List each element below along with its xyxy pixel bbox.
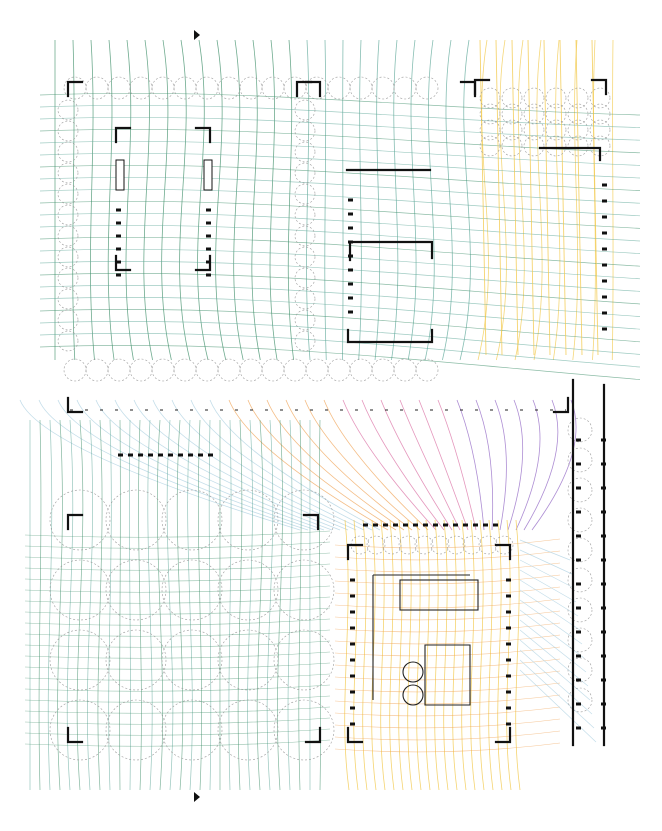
flow-line — [476, 400, 493, 530]
dashed-circle — [568, 598, 592, 622]
wall-corner — [68, 728, 82, 742]
dashed-circle — [295, 289, 315, 309]
wall-corner — [348, 728, 362, 742]
flow-line — [299, 420, 301, 790]
flow-line — [390, 520, 394, 790]
flow-line — [335, 563, 560, 572]
flow-line — [480, 520, 484, 790]
column — [348, 199, 353, 202]
column — [453, 524, 458, 527]
column — [576, 463, 581, 466]
flow-line — [381, 400, 452, 530]
north-arrow-top-icon — [194, 30, 200, 40]
flow-line — [229, 400, 388, 530]
column — [602, 216, 607, 219]
flow-line — [270, 40, 277, 360]
dashed-circle — [295, 247, 315, 267]
flow-line — [335, 659, 560, 668]
dashed-circle — [106, 560, 166, 620]
column — [602, 328, 607, 331]
column — [348, 255, 353, 258]
column — [576, 583, 581, 586]
column — [168, 454, 173, 457]
flow-line — [498, 520, 502, 790]
dashed-circle — [262, 77, 284, 99]
column — [413, 524, 418, 527]
dashed-circle — [394, 359, 416, 381]
dashed-circle — [590, 120, 610, 140]
dashed-circle — [463, 536, 481, 554]
column — [148, 454, 153, 457]
flow-line — [495, 400, 506, 530]
dashed-circle — [416, 359, 438, 381]
flow-line — [480, 40, 486, 355]
flow-line — [496, 40, 502, 355]
flow-line — [399, 520, 403, 790]
column — [348, 311, 353, 314]
dashed-circle — [502, 104, 522, 124]
dashed-circle — [568, 478, 592, 502]
dashed-circle — [152, 359, 174, 381]
dashed-circle — [372, 77, 394, 99]
column — [506, 659, 511, 662]
flow-line — [247, 420, 252, 790]
column — [443, 524, 448, 527]
column — [602, 312, 607, 315]
flow-line — [77, 400, 324, 530]
flow-line — [25, 652, 330, 658]
column — [206, 248, 211, 251]
flow-line — [40, 297, 640, 329]
flow-line — [40, 177, 640, 203]
column — [350, 675, 355, 678]
flow-line — [286, 400, 412, 530]
flow-line — [335, 731, 560, 740]
dashed-circle — [284, 77, 306, 99]
flow-line — [560, 40, 566, 355]
column — [602, 232, 607, 235]
flow-line — [335, 599, 560, 608]
dashed-circle — [568, 88, 588, 108]
flow-line — [335, 683, 560, 692]
flow-line — [408, 40, 416, 360]
column — [576, 439, 581, 442]
flow-line — [25, 696, 330, 702]
column — [116, 274, 121, 277]
column — [506, 579, 511, 582]
dashed-circle — [524, 88, 544, 108]
dashed-circle — [524, 136, 544, 156]
flow-line — [48, 420, 52, 790]
dashed-circle — [196, 77, 218, 99]
flow-line — [25, 553, 330, 559]
flow-line — [335, 647, 560, 656]
dashed-circle — [350, 77, 372, 99]
flow-line — [444, 520, 448, 790]
column — [128, 454, 133, 457]
column — [576, 655, 581, 658]
column — [348, 227, 353, 230]
flow-line — [109, 420, 112, 790]
dashed-circle — [50, 700, 110, 760]
column — [118, 454, 123, 457]
dashed-circle — [399, 536, 417, 554]
flow-line — [335, 707, 560, 716]
column — [206, 261, 211, 264]
dashed-circle — [196, 359, 218, 381]
column — [576, 703, 581, 706]
column — [602, 296, 607, 299]
flow-line — [39, 420, 41, 790]
dashed-circle — [162, 560, 222, 620]
flow-line — [39, 400, 308, 530]
column — [602, 184, 607, 187]
column — [348, 213, 353, 216]
column — [116, 235, 121, 238]
flow-line — [108, 40, 114, 360]
flow-line — [180, 40, 190, 360]
flow-line — [335, 635, 560, 644]
column — [350, 595, 355, 598]
flow-line — [40, 165, 640, 190]
column — [350, 659, 355, 662]
dashed-circle — [295, 205, 315, 225]
flow-line — [120, 420, 121, 790]
flow-line — [307, 40, 311, 360]
dashed-circle — [58, 184, 78, 204]
flow-line — [520, 550, 572, 574]
dashed-circle — [274, 630, 334, 690]
column — [576, 631, 581, 634]
column — [602, 248, 607, 251]
dashed-circle — [86, 77, 108, 99]
round-fixture — [403, 662, 423, 682]
flow-line — [25, 608, 330, 614]
column — [188, 454, 193, 457]
dashed-circle — [174, 359, 196, 381]
flow-line — [288, 40, 293, 360]
dashed-circle — [86, 359, 108, 381]
flow-line — [375, 40, 380, 360]
dashed-circle — [350, 359, 372, 381]
dashed-circle — [295, 121, 315, 141]
flow-line — [419, 400, 468, 530]
dashed-circle — [415, 536, 433, 554]
flow-line — [25, 685, 330, 691]
dashed-circle — [64, 359, 86, 381]
column — [350, 627, 355, 630]
dashed-circle — [240, 359, 262, 381]
column — [363, 524, 368, 527]
column — [348, 269, 353, 272]
wall-corner — [348, 545, 362, 559]
flow-line — [288, 420, 292, 790]
column — [506, 611, 511, 614]
dashed-circle — [106, 700, 166, 760]
flow-line — [471, 520, 475, 790]
dashed-circle — [447, 536, 465, 554]
dashed-circle — [416, 77, 438, 99]
flow-line — [188, 420, 193, 790]
column — [138, 454, 143, 457]
flow-line — [515, 40, 524, 360]
flow-line — [238, 420, 242, 790]
column — [403, 524, 408, 527]
column — [373, 524, 378, 527]
flow-line — [520, 560, 574, 588]
flow-line — [40, 237, 640, 266]
flow-line — [342, 40, 343, 360]
flow-line — [40, 189, 640, 216]
flow-line — [305, 400, 420, 530]
flow-line — [25, 674, 330, 680]
flow-line — [40, 261, 640, 291]
flow-line — [524, 400, 558, 530]
flow-line — [277, 420, 282, 790]
wall-corner — [461, 82, 475, 96]
column — [116, 222, 121, 225]
flow-line — [612, 40, 613, 360]
column — [506, 691, 511, 694]
flow-line — [381, 520, 385, 790]
flow-line — [335, 623, 560, 632]
flow-line — [198, 40, 208, 360]
column — [350, 707, 355, 710]
flow-line — [25, 641, 330, 647]
flow-line — [335, 719, 560, 728]
flow-line — [40, 93, 640, 115]
dashed-circle — [568, 448, 592, 472]
dashed-circle — [394, 77, 416, 99]
dashed-circle — [218, 359, 240, 381]
dashed-circle — [568, 568, 592, 592]
flow-line — [153, 400, 356, 530]
flow-line — [362, 400, 444, 530]
wall-corner — [68, 515, 82, 529]
flow-line — [512, 40, 518, 355]
dashed-circle — [50, 490, 110, 550]
column — [506, 675, 511, 678]
flow-line — [40, 201, 640, 228]
flow-line — [58, 420, 63, 790]
dashed-circle — [262, 359, 284, 381]
flow-line — [148, 420, 152, 790]
column — [602, 264, 607, 267]
column — [576, 487, 581, 490]
column — [473, 524, 478, 527]
dashed-circle — [58, 268, 78, 288]
column — [576, 511, 581, 514]
flow-line — [544, 40, 550, 355]
wall-corner — [297, 82, 311, 96]
flow-line — [335, 695, 560, 704]
dashed-circle — [106, 630, 166, 690]
dashed-circle — [58, 100, 78, 120]
flow-line — [460, 40, 470, 360]
dashed-circle — [58, 142, 78, 162]
dashed-circles — [50, 77, 610, 760]
column — [348, 241, 353, 244]
column — [116, 248, 121, 251]
flow-line — [25, 575, 330, 581]
dashed-circle — [108, 359, 130, 381]
column — [383, 524, 388, 527]
north-arrow-bottom-icon — [194, 792, 200, 802]
column — [576, 607, 581, 610]
column — [423, 524, 428, 527]
dashed-circle — [306, 359, 328, 381]
column — [506, 595, 511, 598]
dashed-circle — [58, 121, 78, 141]
dashed-circle — [284, 359, 306, 381]
column — [576, 679, 581, 682]
dashed-circle — [328, 77, 350, 99]
dashed-circle — [367, 536, 385, 554]
flow-line — [129, 420, 130, 790]
column — [506, 643, 511, 646]
flow-line — [435, 520, 439, 790]
flow-line — [408, 520, 412, 790]
flow-line — [177, 420, 183, 790]
pier — [204, 160, 212, 190]
dashed-circle — [295, 163, 315, 183]
flow-line — [216, 40, 226, 360]
dashed-circle — [568, 104, 588, 124]
column — [602, 200, 607, 203]
column — [206, 222, 211, 225]
flow-lines — [20, 40, 640, 790]
round-fixture — [403, 685, 423, 705]
flow-line — [144, 40, 153, 360]
column — [208, 454, 213, 457]
dashed-circle — [306, 77, 328, 99]
flow-line — [40, 213, 640, 241]
column — [433, 524, 438, 527]
column — [506, 723, 511, 726]
dashed-circle — [295, 268, 315, 288]
pier — [116, 160, 124, 190]
flow-line — [25, 663, 330, 669]
flow-line — [157, 420, 162, 790]
flow-line — [516, 520, 520, 790]
column — [206, 209, 211, 212]
dashed-circle — [58, 310, 78, 330]
flow-line — [98, 420, 102, 790]
flow-line — [25, 619, 330, 625]
column — [350, 611, 355, 614]
column — [576, 559, 581, 562]
column — [506, 627, 511, 630]
flow-line — [335, 551, 560, 560]
flow-line — [25, 718, 330, 724]
dashed-circle — [295, 331, 315, 351]
dashed-circle — [480, 120, 500, 140]
flow-line — [310, 420, 311, 790]
column — [206, 235, 211, 238]
dashed-circle — [328, 359, 350, 381]
column — [348, 297, 353, 300]
flow-line — [267, 420, 273, 790]
dashed-circle — [568, 418, 592, 442]
flow-line — [354, 520, 358, 790]
dashed-circle — [162, 490, 222, 550]
flow-line — [40, 273, 640, 304]
dashed-circle — [58, 226, 78, 246]
dashed-circle — [372, 359, 394, 381]
flow-line — [25, 707, 330, 713]
flow-line — [335, 743, 560, 752]
flow-line — [25, 564, 330, 570]
column — [506, 707, 511, 710]
flow-line — [25, 630, 330, 636]
flow-line — [442, 40, 452, 360]
flow-line — [325, 40, 326, 360]
flow-line — [162, 40, 172, 360]
flow-line — [426, 520, 430, 790]
column — [348, 283, 353, 286]
column — [350, 691, 355, 694]
north-arrows — [194, 30, 200, 802]
flow-line — [400, 400, 460, 530]
dashed-circle — [524, 104, 544, 124]
column — [463, 524, 468, 527]
flow-line — [417, 520, 421, 790]
column — [116, 209, 121, 212]
column — [116, 261, 121, 264]
flow-line — [508, 400, 523, 530]
flow-line — [40, 285, 640, 316]
column — [576, 535, 581, 538]
column — [178, 454, 183, 457]
dashed-circle — [58, 289, 78, 309]
column — [350, 579, 355, 582]
dashed-circle — [58, 205, 78, 225]
flow-line — [90, 40, 94, 360]
column — [158, 454, 163, 457]
column — [206, 274, 211, 277]
flow-line — [25, 729, 330, 735]
column — [198, 454, 203, 457]
dashed-circle — [152, 77, 174, 99]
column — [602, 280, 607, 283]
flow-line — [359, 40, 362, 360]
dashed-circle — [274, 700, 334, 760]
column — [393, 524, 398, 527]
flow-line — [40, 249, 640, 279]
column — [493, 524, 498, 527]
column — [483, 524, 488, 527]
wall-corner — [116, 128, 130, 142]
dashed-circle — [130, 359, 152, 381]
wall-segment — [350, 242, 432, 260]
flow-line — [520, 540, 570, 560]
column — [350, 643, 355, 646]
column — [350, 723, 355, 726]
column — [576, 727, 581, 730]
flow-line — [335, 611, 560, 620]
dashed-circle — [568, 658, 592, 682]
dashed-circle — [568, 538, 592, 562]
flow-line — [507, 520, 511, 790]
